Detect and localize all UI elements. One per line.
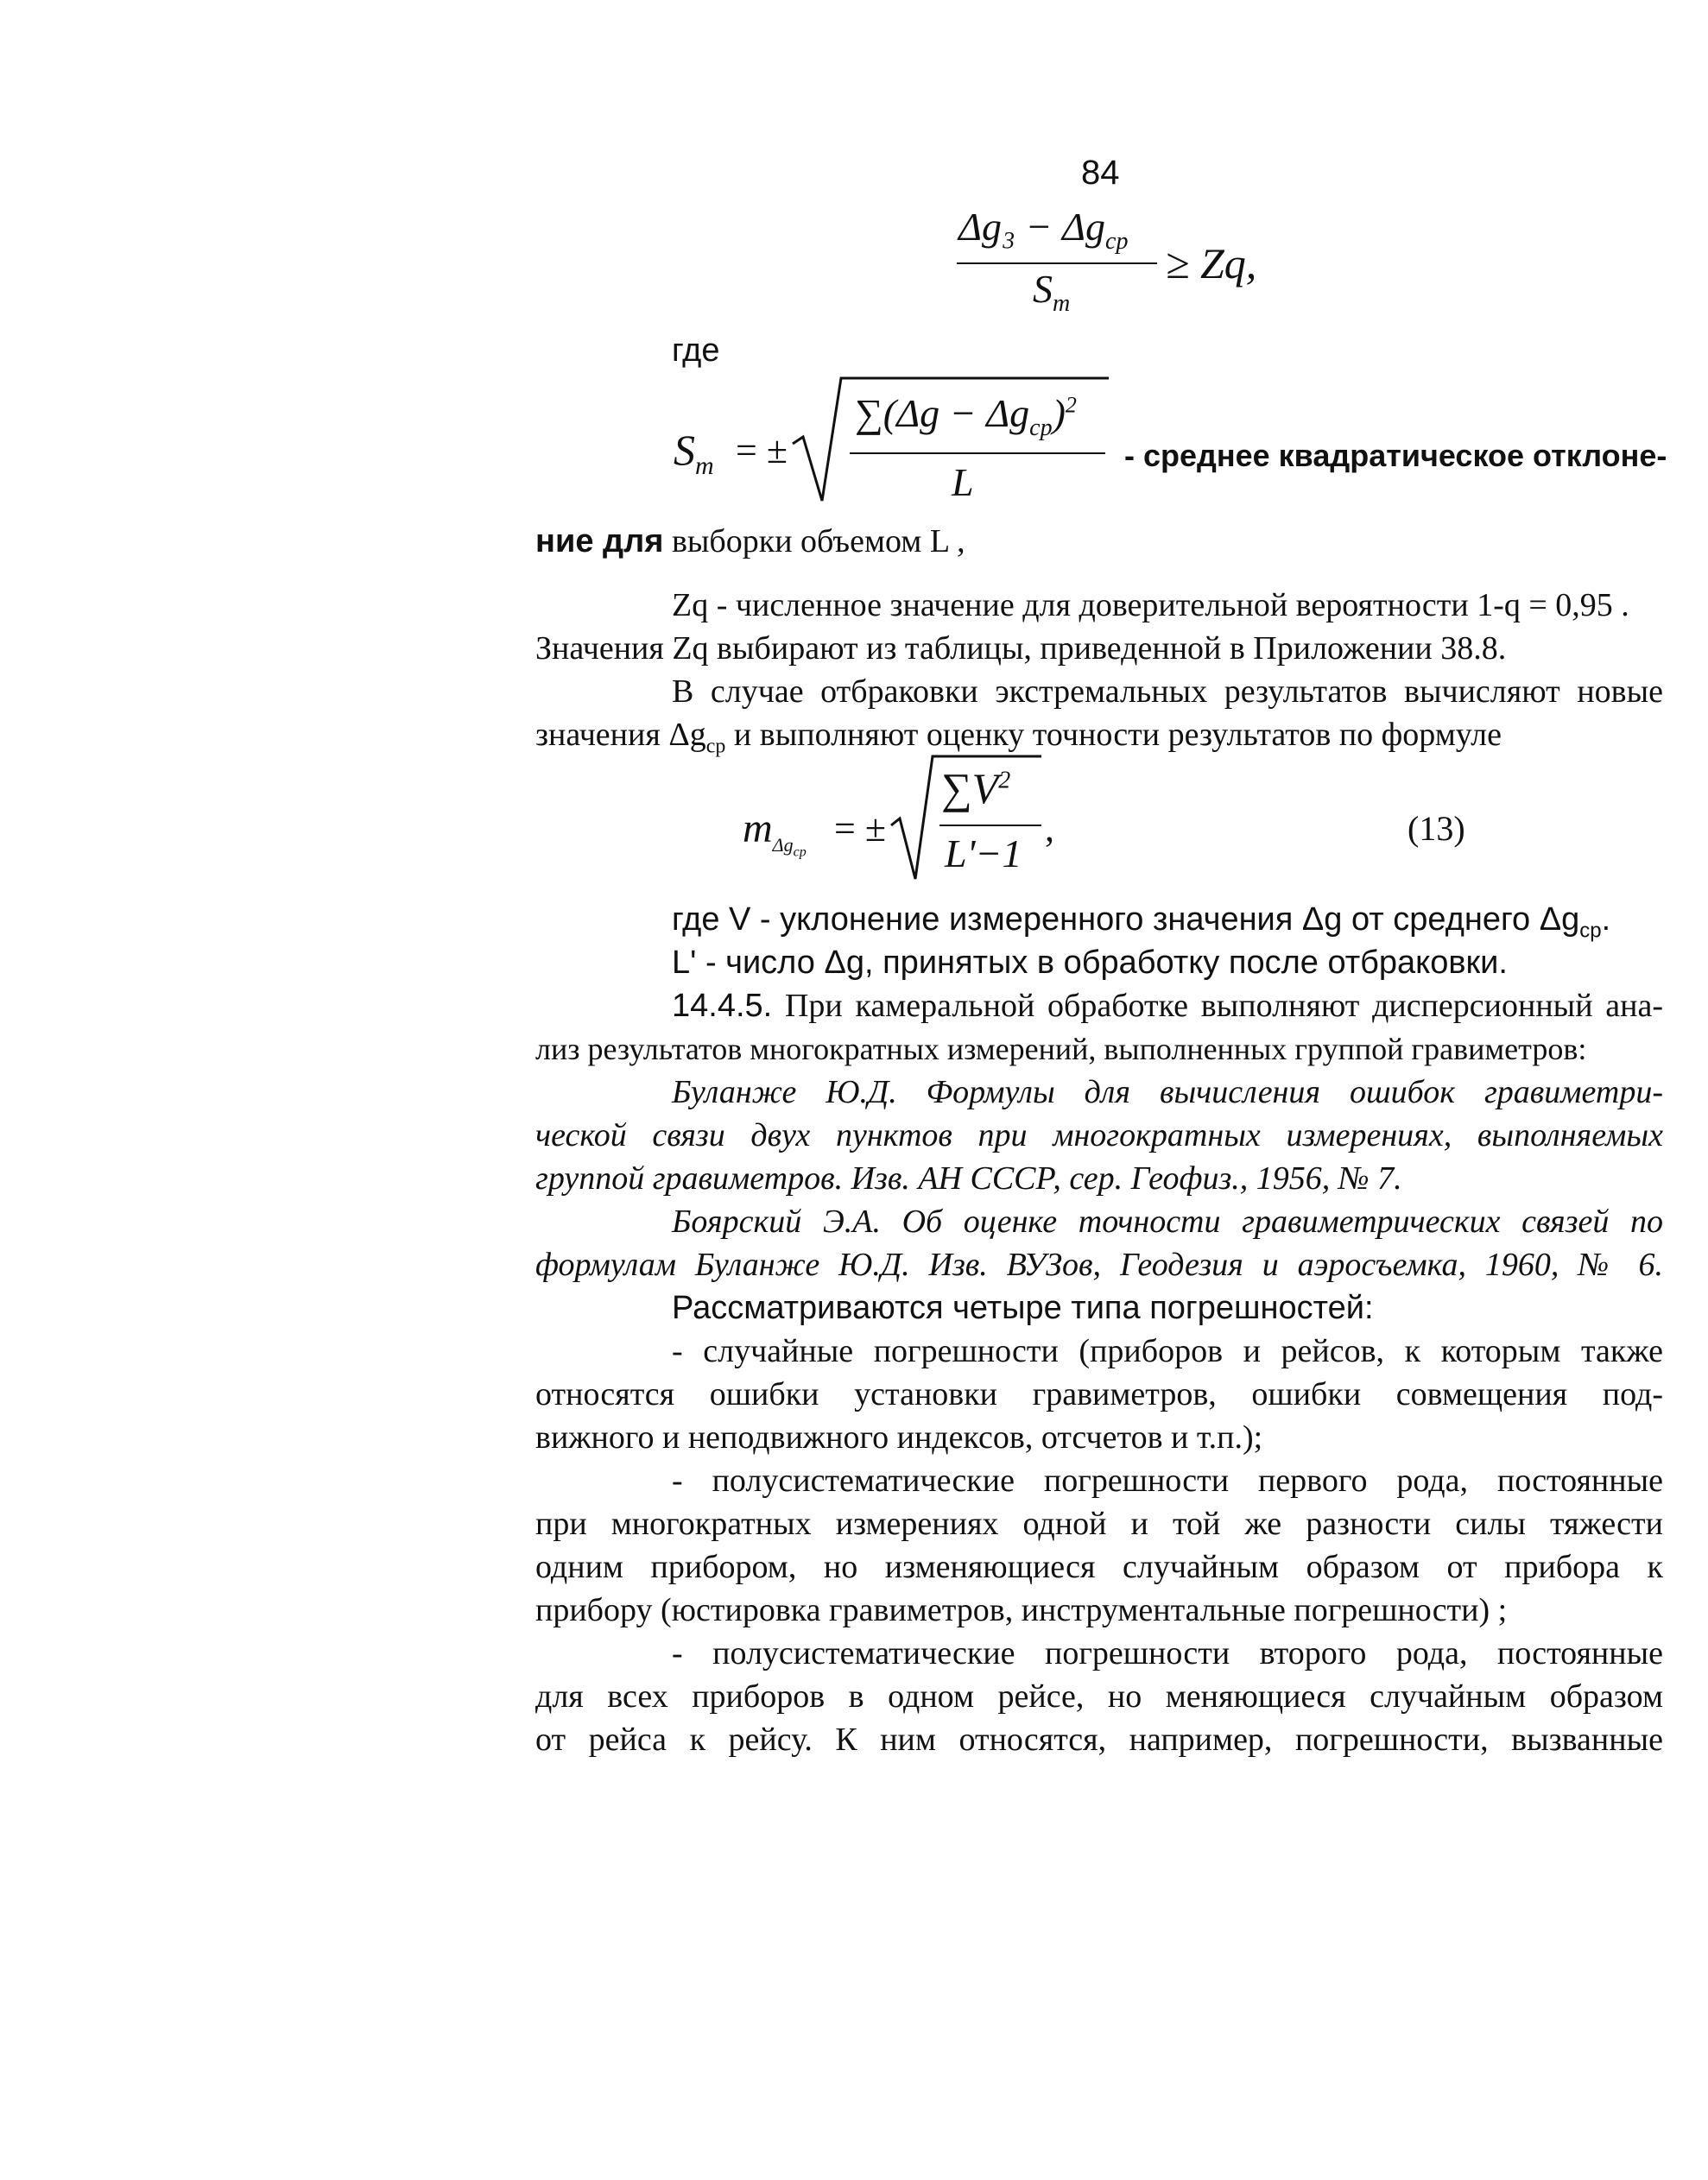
error-type-3-line-1: - полусистематические погрешности второго рода, постоянные bbox=[672, 1635, 1663, 1671]
error-types-intro: Рассматриваются четыре типа погрешностей: bbox=[672, 1290, 1374, 1326]
m-equals: = ± bbox=[834, 807, 886, 850]
error-type-2-line-2: при многократных измерениях одной и той же разности силы тяжести bbox=[535, 1506, 1663, 1542]
l-definition-line: L' - число Δg, принятых в обработку после отбраковки. bbox=[672, 945, 1508, 981]
m-lhs: $m_{\Delta g_{ср}}$ bbox=[743, 806, 807, 859]
error-type-2-line-3: одним прибором, но изменяющиеся случайным образом от прибора к bbox=[535, 1549, 1663, 1585]
reference-2-line-1: Боярский Э.А. Об оценке точности гравиметрических связей по bbox=[672, 1204, 1663, 1240]
criterion-numerator: $\Delta g_3 - \Delta g_{ср}$ bbox=[958, 205, 1129, 256]
error-type-1-line-3: вижного и неподвижного индексов, отсчетов и т.п.); bbox=[535, 1419, 1263, 1456]
reference-1-line-2: ческой связи двух пунктов при многократных измерениях, выполняемых bbox=[535, 1117, 1663, 1153]
reject-line-2: значения $\Delta g_{ср}$ и выполняют оценку точности результатов по формуле bbox=[535, 717, 1502, 758]
error-type-3-line-2: для всех приборов в одном рейсе, но меняющиеся случайным образом bbox=[535, 1678, 1663, 1715]
sm-equals: = ± bbox=[736, 429, 788, 471]
zq-line-2: Значения Zq выбирают из таблицы, приведенной в Приложении 38.8. bbox=[535, 630, 1507, 667]
where-label: где bbox=[672, 332, 720, 369]
sm-numerator: $\sum(\Delta g - \Delta g_{ср})^2$ bbox=[855, 391, 1077, 442]
sm-description: - среднее квадратическое отклоне- bbox=[1124, 438, 1667, 473]
sm-denominator: L bbox=[952, 460, 974, 504]
criterion-rhs: ≥ Zq, bbox=[1166, 239, 1257, 288]
zq-line-1: Zq - численное значение для доверительной вероятности 1-q = 0,95 . bbox=[672, 587, 1629, 623]
reject-line-1: В случае отбраковки экстремальных результатов вычисляют новые bbox=[672, 673, 1663, 710]
sm-fraction-bar bbox=[850, 452, 1105, 454]
reference-1-line-1: Буланже Ю.Д. Формулы для вычисления ошибок гравиметри- bbox=[672, 1074, 1663, 1110]
error-type-3-line-3: от рейса к рейсу. К ним относятся, например, погрешности, вызванные bbox=[535, 1722, 1663, 1758]
v-definition-line: где V - уклонение измеренного значения Δg от среднего $\Delta g_{ср}$. bbox=[672, 901, 1611, 943]
equation-number: (13) bbox=[1408, 809, 1465, 848]
m-comma: , bbox=[1045, 807, 1054, 850]
m-fraction-bar bbox=[939, 825, 1041, 826]
m-numerator: $\sum V^2$ bbox=[941, 764, 1011, 812]
m-denominator: L'−1 bbox=[945, 831, 1022, 875]
error-type-1-line-2: относятся ошибки установки гравиметров, ошибки совмещения под- bbox=[535, 1376, 1663, 1412]
criterion-denominator: $S_m$ bbox=[1033, 267, 1071, 318]
page-number: 84 bbox=[1081, 154, 1120, 192]
sm-lhs: $S_m$ bbox=[674, 426, 714, 480]
criterion-fraction-bar bbox=[957, 262, 1157, 264]
sample-line: ние для выборки объемом L , bbox=[535, 523, 965, 559]
section-14-4-5-line-2: лиз результатов многократных измерений, выполненных группой гравиметров: bbox=[535, 1032, 1587, 1066]
reference-1-line-3: группой гравиметров. Изв. АН СССР, сер. Геофиз., 1956, № 7. bbox=[535, 1160, 1402, 1197]
reference-2-line-2: формулам Буланже Ю.Д. Изв. ВУЗов, Геодезия и аэросъемка, 1960, № 6. bbox=[535, 1247, 1663, 1283]
error-type-2-line-1: - полусистематические погрешности первого рода, постоянные bbox=[672, 1463, 1663, 1499]
section-14-4-5-line-1: 14.4.5. При камеральной обработке выполняют дисперсионный ана- bbox=[672, 988, 1663, 1024]
error-type-1-line-1: - случайные погрешности (приборов и рейсов, к которым также bbox=[672, 1333, 1663, 1369]
error-type-2-line-4: прибору (юстировка гравиметров, инструментальные погрешности) ; bbox=[535, 1592, 1508, 1628]
